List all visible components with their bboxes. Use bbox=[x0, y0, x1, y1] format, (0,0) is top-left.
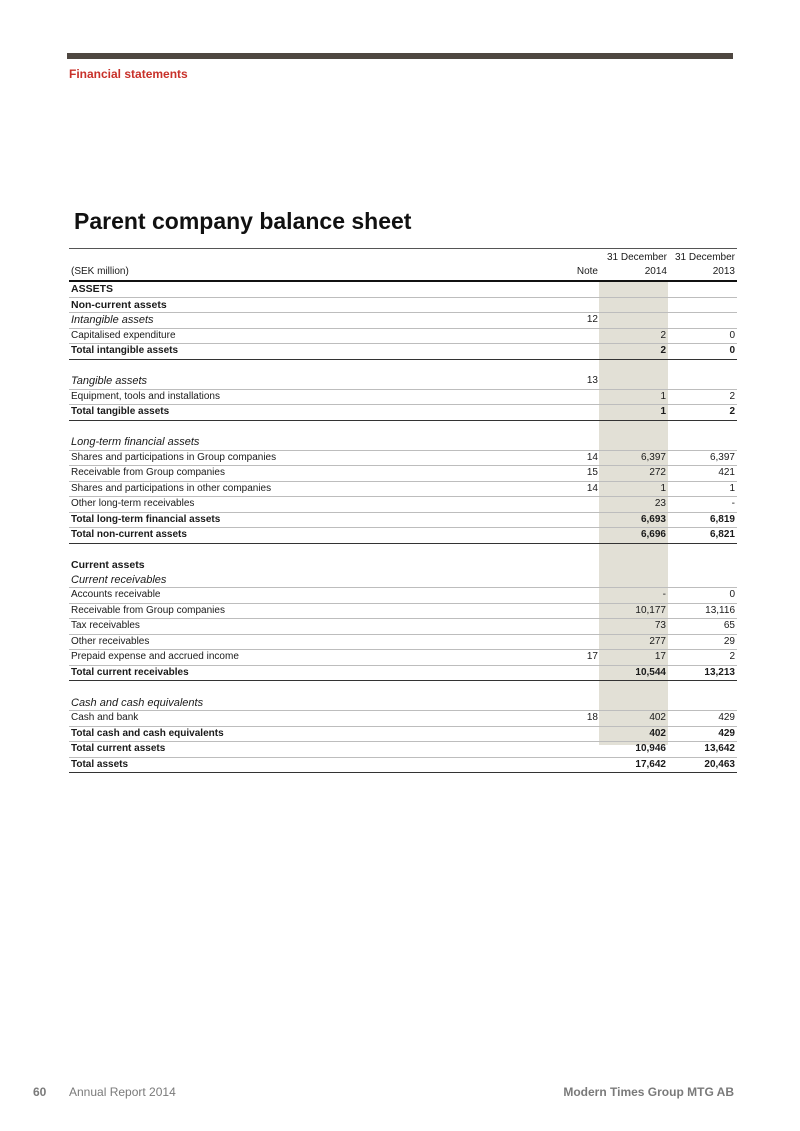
row-label: Total cash and cash equivalents bbox=[71, 727, 224, 739]
col-2013-header-line1: 31 December bbox=[674, 252, 735, 263]
row-value-2014: - bbox=[662, 589, 666, 600]
table-row bbox=[69, 666, 737, 682]
col-2014-header-line1: 31 December bbox=[606, 252, 667, 263]
row-value-2014: 73 bbox=[654, 620, 666, 631]
table-row bbox=[69, 421, 737, 436]
row-value-2013: 13,642 bbox=[704, 743, 735, 754]
row-label: Shares and participations in other companies bbox=[71, 482, 272, 494]
row-value-2014: 10,946 bbox=[635, 743, 666, 754]
row-note: 15 bbox=[586, 467, 598, 478]
row-value-2013: 0 bbox=[729, 329, 735, 341]
row-note: 18 bbox=[586, 712, 598, 723]
table-row bbox=[69, 604, 737, 620]
row-label: Tax receivables bbox=[71, 620, 140, 631]
row-value-2013: 429 bbox=[718, 727, 735, 739]
row-value-2013: 6,397 bbox=[709, 451, 735, 463]
row-label: Total current receivables bbox=[71, 666, 189, 678]
row-value-2013: 429 bbox=[718, 712, 735, 723]
row-value-2014: 272 bbox=[649, 467, 666, 478]
row-label: Capitalised expenditure bbox=[71, 329, 176, 341]
row-value-2013: 0 bbox=[729, 345, 735, 356]
page-number: 60 bbox=[33, 1085, 47, 1099]
table-row bbox=[69, 313, 737, 329]
table-row bbox=[69, 558, 737, 573]
row-value-2014: 6,696 bbox=[640, 529, 666, 540]
table-row bbox=[69, 482, 737, 498]
table-row bbox=[69, 711, 737, 727]
row-value-2013: 2 bbox=[729, 651, 735, 662]
section-label: Financial statements bbox=[69, 67, 188, 81]
row-value-2014: 6,693 bbox=[640, 513, 666, 525]
table-row bbox=[69, 681, 737, 696]
row-value-2014: 1 bbox=[660, 482, 666, 494]
row-label: Accounts receivable bbox=[71, 589, 161, 600]
row-label: Shares and participations in Group companies bbox=[71, 451, 277, 463]
note-header: Note bbox=[576, 266, 598, 277]
row-label: Non-current assets bbox=[71, 298, 167, 311]
table-row bbox=[69, 544, 737, 559]
report-name: Annual Report 2014 bbox=[69, 1085, 176, 1099]
row-label: Intangible assets bbox=[71, 314, 154, 326]
row-value-2013: - bbox=[731, 498, 735, 509]
row-value-2013: 6,821 bbox=[709, 529, 735, 540]
table-row bbox=[69, 360, 737, 375]
row-label: Receivable from Group companies bbox=[71, 467, 225, 478]
row-label: Cash and cash equivalents bbox=[71, 696, 204, 709]
table-row bbox=[69, 650, 737, 666]
row-value-2014: 23 bbox=[654, 498, 666, 509]
row-label: Current receivables bbox=[71, 573, 167, 586]
row-value-2014: 1 bbox=[660, 406, 666, 417]
row-label: Total assets bbox=[71, 758, 129, 770]
row-note: 12 bbox=[586, 314, 598, 325]
row-label: Prepaid expense and accrued income bbox=[71, 651, 239, 662]
row-label: Long-term financial assets bbox=[71, 436, 200, 448]
col-2014-header-line2: 2014 bbox=[644, 266, 667, 277]
table-row bbox=[69, 588, 737, 604]
table-row bbox=[69, 329, 737, 345]
table-row bbox=[69, 344, 737, 360]
table-row bbox=[69, 742, 737, 758]
table-body bbox=[69, 282, 737, 773]
row-value-2013: 2 bbox=[729, 406, 735, 417]
row-label: Total long-term financial assets bbox=[71, 513, 221, 525]
row-value-2014: 10,177 bbox=[635, 604, 666, 616]
row-label: Cash and bank bbox=[71, 712, 139, 723]
row-value-2014: 402 bbox=[649, 727, 666, 739]
col-2013-header-line2: 2013 bbox=[712, 266, 735, 277]
row-value-2014: 2 bbox=[660, 329, 666, 341]
row-value-2013: 6,819 bbox=[709, 513, 735, 525]
row-note: 14 bbox=[586, 451, 598, 463]
table-row bbox=[69, 497, 737, 513]
table-row bbox=[69, 528, 737, 544]
row-note: 17 bbox=[586, 651, 598, 662]
page-title: Parent company balance sheet bbox=[74, 208, 412, 234]
table-row bbox=[69, 635, 737, 651]
row-value-2014: 17,642 bbox=[635, 758, 666, 770]
row-value-2014: 277 bbox=[649, 635, 666, 647]
row-label: Other receivables bbox=[71, 635, 150, 647]
row-value-2013: 2 bbox=[729, 390, 735, 402]
table-header bbox=[69, 248, 737, 282]
row-note: 13 bbox=[586, 375, 598, 386]
row-value-2014: 10,544 bbox=[635, 666, 666, 678]
row-value-2014: 17 bbox=[654, 651, 666, 662]
company-name: Modern Times Group MTG AB bbox=[563, 1085, 734, 1099]
row-label: Equipment, tools and installations bbox=[71, 390, 220, 402]
table-row bbox=[69, 282, 737, 298]
table-row bbox=[69, 513, 737, 529]
row-value-2013: 1 bbox=[729, 482, 735, 494]
row-label: ASSETS bbox=[71, 283, 114, 295]
table-row bbox=[69, 374, 737, 390]
unit-label: (SEK million) bbox=[71, 266, 129, 277]
row-label: Tangible assets bbox=[71, 375, 148, 387]
row-value-2014: 2 bbox=[660, 345, 666, 356]
table-row bbox=[69, 758, 737, 774]
row-value-2013: 0 bbox=[729, 589, 735, 600]
row-value-2014: 402 bbox=[649, 712, 666, 723]
row-note: 14 bbox=[586, 482, 598, 494]
row-value-2013: 421 bbox=[718, 467, 735, 478]
table-row bbox=[69, 466, 737, 482]
row-value-2014: 1 bbox=[660, 390, 666, 402]
row-value-2013: 65 bbox=[723, 620, 735, 631]
table-row bbox=[69, 390, 737, 406]
table-row bbox=[69, 405, 737, 421]
row-value-2013: 29 bbox=[723, 635, 735, 647]
table-row bbox=[69, 696, 737, 712]
table-row bbox=[69, 573, 737, 589]
row-value-2013: 20,463 bbox=[704, 758, 735, 770]
row-label: Total intangible assets bbox=[71, 345, 179, 356]
row-label: Other long-term receivables bbox=[71, 498, 195, 509]
row-value-2014: 6,397 bbox=[640, 451, 666, 463]
row-label: Receivable from Group companies bbox=[71, 604, 225, 616]
table-row bbox=[69, 619, 737, 635]
table-row bbox=[69, 727, 737, 743]
row-label: Total current assets bbox=[71, 743, 166, 754]
row-label: Total non-current assets bbox=[71, 529, 187, 540]
row-label: Current assets bbox=[71, 559, 145, 571]
table-row bbox=[69, 435, 737, 451]
row-value-2013: 13,116 bbox=[705, 604, 735, 616]
table-row bbox=[69, 298, 737, 314]
row-value-2013: 13,213 bbox=[704, 666, 735, 678]
top-rule bbox=[67, 53, 733, 59]
row-label: Total tangible assets bbox=[71, 406, 170, 417]
table-row bbox=[69, 451, 737, 467]
